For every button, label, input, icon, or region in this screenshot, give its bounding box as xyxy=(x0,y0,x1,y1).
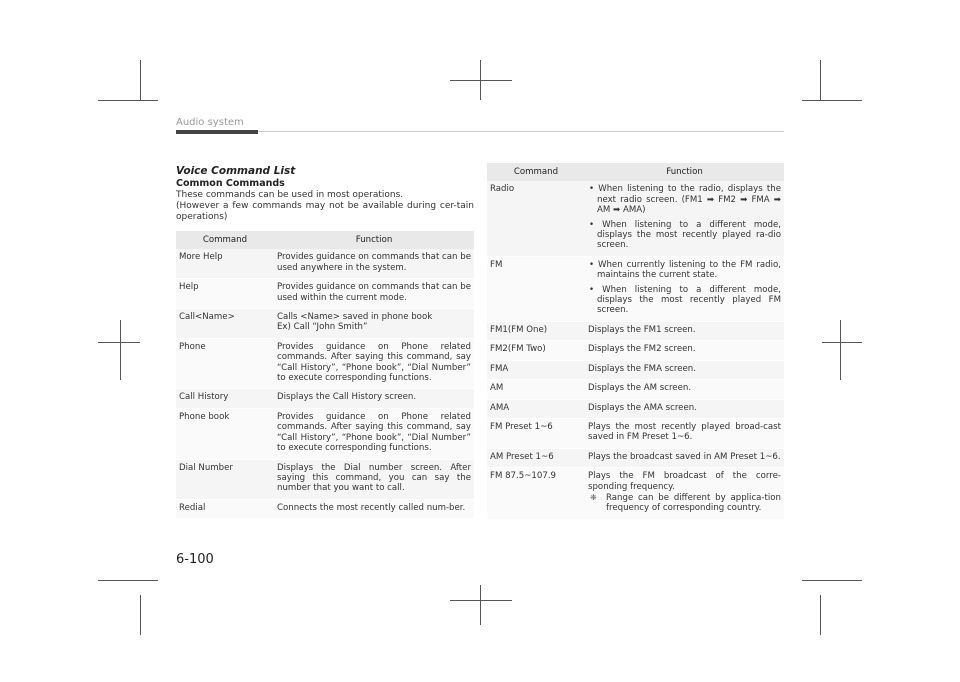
crop-mark xyxy=(820,595,821,635)
bullet-text: When listening to the radio, displays the next radio screen. (FM1 ➡ FM2 ➡ FMA ➡ AM ➡ AMA) xyxy=(597,184,781,216)
column-header-function: Function xyxy=(274,231,474,249)
function-cell: Provides guidance on Phone related commands. After saying this command, say “Call History”, “Phone book”, “Dial Number” to execute corresponding functions. xyxy=(274,408,474,459)
function-cell: Plays the broadcast saved in AM Preset 1~6. xyxy=(585,448,784,467)
crop-mark xyxy=(820,60,821,100)
command-cell: More Help xyxy=(176,249,274,278)
section-header: Audio system xyxy=(176,117,244,128)
command-cell: Call History xyxy=(176,389,274,408)
crop-mark xyxy=(140,60,141,100)
function-cell: Displays the Dial number screen. After saying this command, you can say the number that you want to call. xyxy=(274,459,474,499)
table-row xyxy=(487,418,784,448)
right-column xyxy=(487,163,784,520)
function-cell: Connects the most recently called num-ber. xyxy=(274,499,474,518)
function-cell xyxy=(585,468,784,520)
command-cell: Help xyxy=(176,279,274,309)
function-cell: Provides guidance on commands that can be used within the current mode. xyxy=(274,279,474,309)
command-cell: Radio xyxy=(487,181,585,256)
table-row xyxy=(176,279,474,309)
command-cell: FM1(FM One) xyxy=(487,321,585,340)
common-commands-table xyxy=(176,231,474,519)
function-cell xyxy=(274,309,474,339)
table-row xyxy=(487,399,784,418)
crop-mark xyxy=(98,100,158,101)
function-cell xyxy=(585,181,784,256)
command-cell: Phone xyxy=(176,338,274,389)
crop-mark xyxy=(98,580,158,581)
crop-mark xyxy=(802,580,862,581)
command-cell: Dial Number xyxy=(176,459,274,499)
command-cell: FM Preset 1~6 xyxy=(487,418,585,448)
crop-mark xyxy=(120,320,121,380)
table-row xyxy=(487,321,784,340)
column-header-command: Command xyxy=(176,231,274,249)
table-row xyxy=(487,256,784,321)
page-number: 6-100 xyxy=(176,552,214,567)
table-row xyxy=(176,249,474,278)
bullet-text: When listening to a different mode, displays the most recently played ra-dio screen. xyxy=(597,219,781,251)
crop-mark xyxy=(140,595,141,635)
bullet-item: • When currently listening to the FM radio, maintains the current state. xyxy=(589,259,781,281)
column-header-command: Command xyxy=(487,163,585,181)
sub-title: Common Commands xyxy=(176,178,285,189)
function-cell: Displays the AMA screen. xyxy=(585,399,784,418)
header-bar xyxy=(176,130,258,134)
left-column xyxy=(176,165,474,519)
bullet-item: • When listening to a different mode, displays the most recently played FM screen. xyxy=(589,284,781,316)
command-cell: FMA xyxy=(487,360,585,379)
crop-mark xyxy=(450,600,512,601)
table-row xyxy=(176,309,474,339)
crop-mark xyxy=(450,80,512,81)
function-cell: Displays the FMA screen. xyxy=(585,360,784,379)
function-cell: Displays the FM1 screen. xyxy=(585,321,784,340)
crop-mark xyxy=(822,342,862,343)
bullet-text: When listening to a different mode, displays the most recently played FM screen. xyxy=(597,284,781,316)
radio-commands-table xyxy=(487,163,784,520)
function-text: Plays the FM broadcast of the corre-sponding frequency. xyxy=(588,471,781,492)
table-row xyxy=(487,360,784,379)
table-row xyxy=(176,389,474,408)
function-cell: Plays the most recently played broad-cast saved in FM Preset 1~6. xyxy=(585,418,784,448)
table-row xyxy=(176,338,474,389)
note-text: Range can be different by applica-tion frequency of corresponding country. xyxy=(606,492,781,514)
command-cell: AM xyxy=(487,380,585,399)
table-row xyxy=(487,468,784,520)
note-icon: ❈ xyxy=(590,492,597,502)
bullet-text: When currently listening to the FM radio, maintains the current state. xyxy=(597,259,781,281)
table-row xyxy=(176,459,474,499)
command-cell: FM2(FM Two) xyxy=(487,341,585,360)
function-cell: Provides guidance on commands that can be used anywhere in the system. xyxy=(274,249,474,278)
intro-line: (However a few commands may not be available during cer-tain operations) xyxy=(176,201,474,222)
table-row xyxy=(176,408,474,459)
bullet-item: • When listening to a different mode, displays the most recently played ra-dio screen. xyxy=(589,219,781,251)
command-cell: AMA xyxy=(487,399,585,418)
intro-text xyxy=(176,190,474,223)
crop-mark xyxy=(98,342,140,343)
intro-line: These commands can be used in most operations. xyxy=(176,190,404,200)
command-cell: Phone book xyxy=(176,408,274,459)
command-cell: Redial xyxy=(176,499,274,518)
command-cell: AM Preset 1~6 xyxy=(487,448,585,467)
function-line: Ex) Call “John Smith” xyxy=(277,322,368,333)
crop-mark xyxy=(802,100,862,101)
command-cell: Call<Name> xyxy=(176,309,274,339)
function-cell: Displays the AM screen. xyxy=(585,380,784,399)
crop-mark xyxy=(480,585,481,625)
table-row xyxy=(176,499,474,518)
bullet-item: • When listening to the radio, displays the next radio screen. (FM1 ➡ FM2 ➡ FMA ➡ AM ➡ AMA) xyxy=(589,184,781,216)
table-row xyxy=(487,181,784,256)
column-header-function: Function xyxy=(585,163,784,181)
table-row xyxy=(487,380,784,399)
function-cell: Displays the Call History screen. xyxy=(274,389,474,408)
page-title: Voice Command List xyxy=(176,165,296,177)
header-divider xyxy=(258,131,784,132)
note xyxy=(588,493,781,514)
table-row xyxy=(487,341,784,360)
function-cell xyxy=(585,256,784,321)
function-line: Calls <Name> saved in phone book xyxy=(277,312,433,323)
function-cell: Provides guidance on Phone related commands. After saying this command, say “Call History”, “Phone book”, “Dial Number” to execute corresponding functions. xyxy=(274,338,474,389)
command-cell: FM xyxy=(487,256,585,321)
function-cell: Displays the FM2 screen. xyxy=(585,341,784,360)
command-cell: FM 87.5~107.9 xyxy=(487,468,585,520)
crop-mark xyxy=(840,320,841,380)
table-row xyxy=(487,448,784,467)
